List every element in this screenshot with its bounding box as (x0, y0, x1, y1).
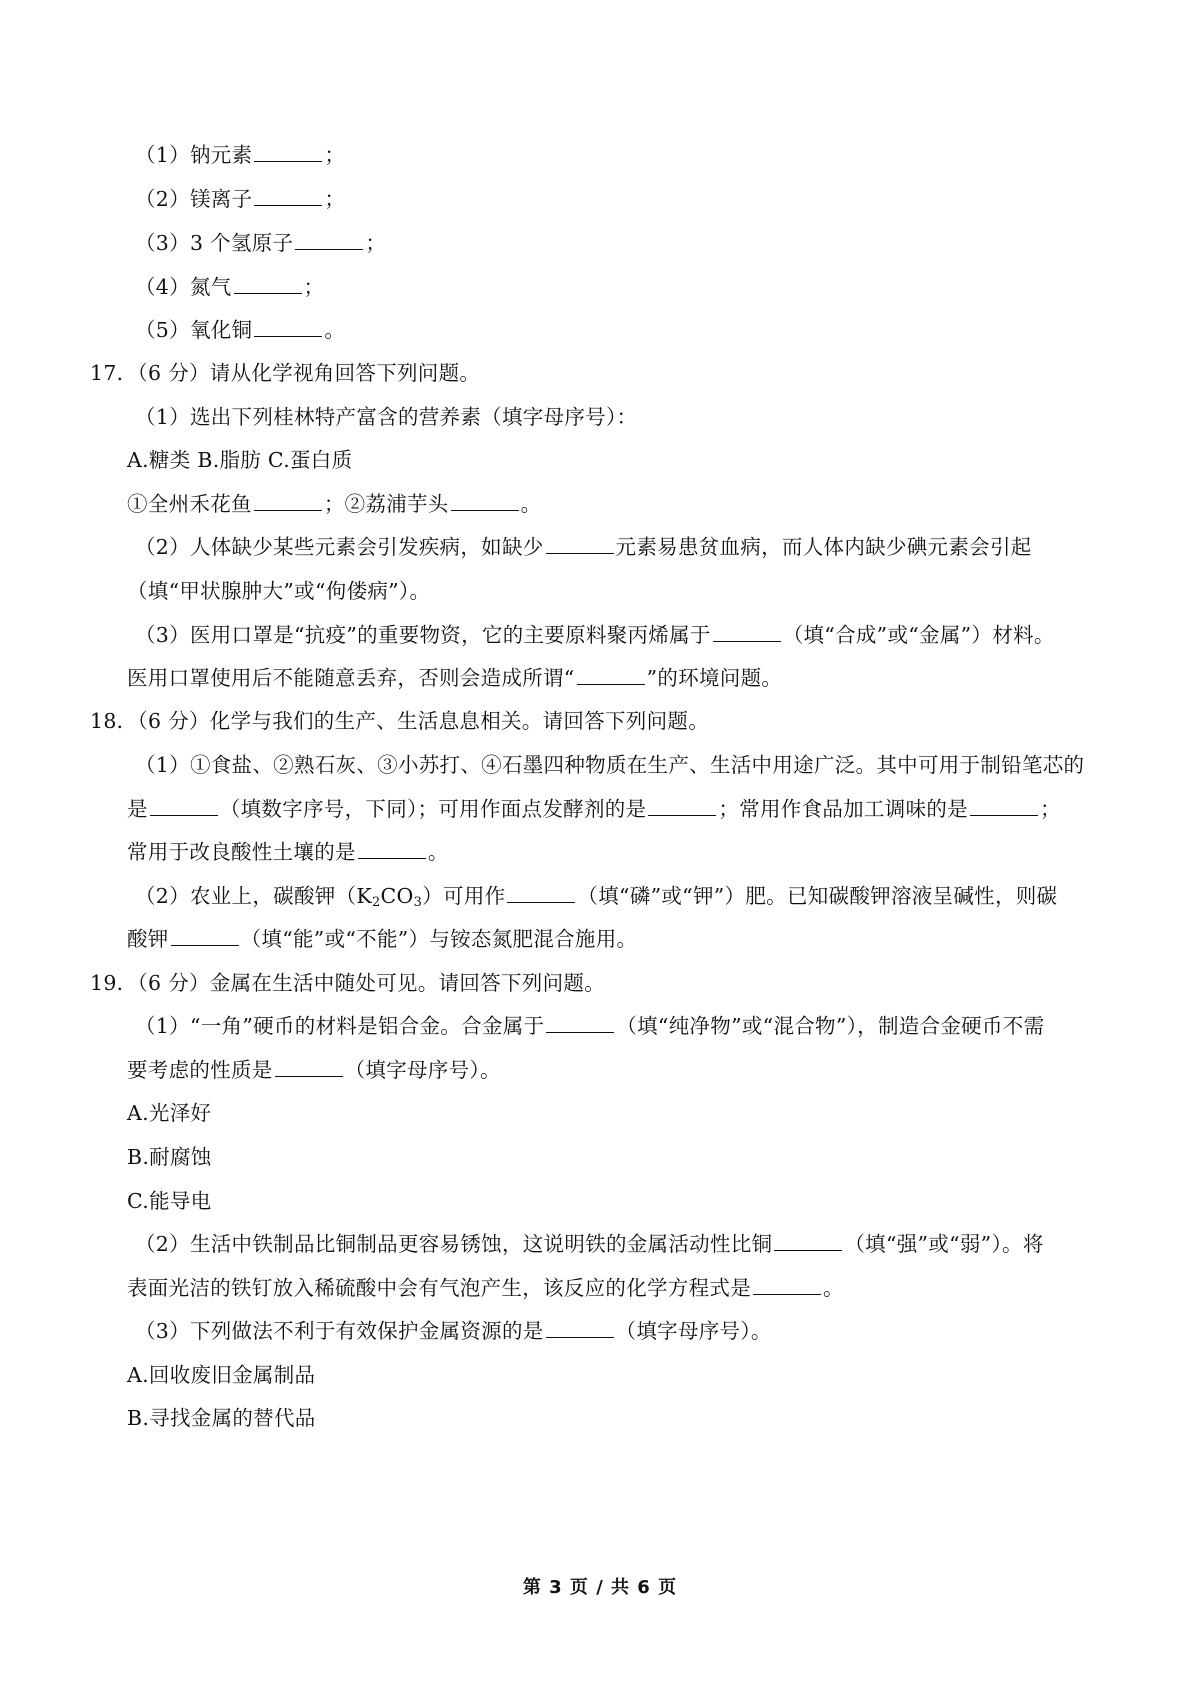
answer-blank[interactable] (546, 1317, 614, 1338)
q17-part2: （2）人体缺少某些元素会引发疾病，如缺少 元素易患贫血病，而人体内缺少碘元素会引起 (135, 535, 1032, 559)
answer-blank[interactable] (295, 229, 363, 250)
q18-part1-cont: 是 （填数字序号，下同）；可用作面点发酵剂的是 ；常用作食品加工调味的是 ； (127, 797, 1061, 821)
q19-part3-option-b: B.寻找金属的替代品 (127, 1406, 316, 1430)
q16-item-3: （3）3 个氢原子 ； (135, 231, 387, 255)
q17-part3: （3）医用口罩是“抗疫”的重要物资，它的主要原料聚丙烯属于 （填“合成”或“金属”）材料。 (135, 623, 1055, 647)
q17-part2-cont: （填“甲状腺肿大”或“佝偻病”）。 (127, 579, 431, 603)
q16-item-4: （4）氮气 ； (135, 275, 325, 299)
answer-blank[interactable] (275, 1056, 343, 1077)
answer-blank[interactable] (234, 273, 302, 294)
q16-item-2: （2）镁离子 ； (135, 187, 346, 211)
q19-part1: （1）“一角”硬币的材料是铝合金。合金属于 （填“纯净物”或“混合物”），制造合金硬币不需 (135, 1014, 1045, 1038)
q19-part2: （2）生活中铁制品比铜制品更容易锈蚀，这说明铁的金属活动性比铜 （填“强”或“弱”）。将 (135, 1232, 1044, 1256)
answer-blank[interactable] (774, 1230, 842, 1251)
q19-option-b: B.耐腐蚀 (127, 1145, 212, 1169)
q18-part2: （2）农业上，碳酸钾$(K_2CO_3)$可用作 （填“磷”或“钾”）肥。已知碳酸钾溶液呈碱性，则碳 (135, 884, 1058, 910)
q19-part1-cont: 要考虑的性质是 （填字母序号）。 (127, 1058, 501, 1082)
q16-item-1: （1）钠元素 ； (135, 143, 346, 167)
answer-blank[interactable] (713, 621, 781, 642)
answer-blank[interactable] (546, 1012, 614, 1033)
q17-part1-answers: ①全州禾花鱼 ；②荔浦芋头 。 (127, 492, 542, 516)
q17-options: A.糖类 B.脂肪 C.蛋白质 (127, 448, 353, 472)
answer-blank[interactable] (451, 490, 519, 511)
q17-title: 17．（6 分）请从化学视角回答下列问题。 (90, 361, 481, 385)
answer-blank[interactable] (254, 316, 322, 337)
answer-blank[interactable] (254, 141, 322, 162)
answer-blank[interactable] (648, 795, 716, 816)
q19-option-a: A.光泽好 (127, 1101, 212, 1125)
q19-part3-option-a: A.回收废旧金属制品 (127, 1363, 316, 1387)
q19-part2-cont: 表面光洁的铁钉放入稀硫酸中会有气泡产生，该反应的化学方程式是 。 (127, 1276, 844, 1300)
answer-blank[interactable] (507, 882, 575, 903)
answer-blank[interactable] (358, 838, 426, 859)
q17-part3-cont: 医用口罩使用后不能随意丢弃，否则会造成所谓“ ”的环境问题。 (127, 666, 783, 690)
answer-blank[interactable] (171, 925, 239, 946)
answer-blank[interactable] (577, 664, 645, 685)
q19-title: 19．（6 分）金属在生活中随处可见。请回答下列问题。 (90, 971, 605, 995)
answer-blank[interactable] (970, 795, 1038, 816)
q16-item-5: （5）氧化铜 。 (135, 318, 346, 342)
q18-part2-cont: 酸钾 （填“能”或“不能”）与铵态氮肥混合施用。 (127, 927, 638, 951)
answer-blank[interactable] (150, 795, 218, 816)
q18-part1: （1）①食盐、②熟石灰、③小苏打、④石墨四种物质在生产、生活中用途广泛。其中可用于制铅笔芯的 (135, 753, 1085, 777)
q18-part1-cont2: 常用于改良酸性土壤的是 。 (127, 840, 449, 864)
q19-part3: （3）下列做法不利于有效保护金属资源的是 （填字母序号）。 (135, 1319, 772, 1343)
q17-part1: （1）选出下列桂林特产富含的营养素（填字母序号）： (135, 405, 638, 429)
answer-blank[interactable] (546, 533, 614, 554)
answer-blank[interactable] (254, 185, 322, 206)
q18-title: 18．（6 分）化学与我们的生产、生活息息相关。请回答下列问题。 (90, 709, 709, 733)
answer-blank[interactable] (753, 1274, 821, 1295)
page-footer: 第 3 页 / 共 6 页 (522, 1577, 678, 1598)
answer-blank[interactable] (254, 490, 322, 511)
q19-option-c: C.能导电 (127, 1189, 212, 1213)
